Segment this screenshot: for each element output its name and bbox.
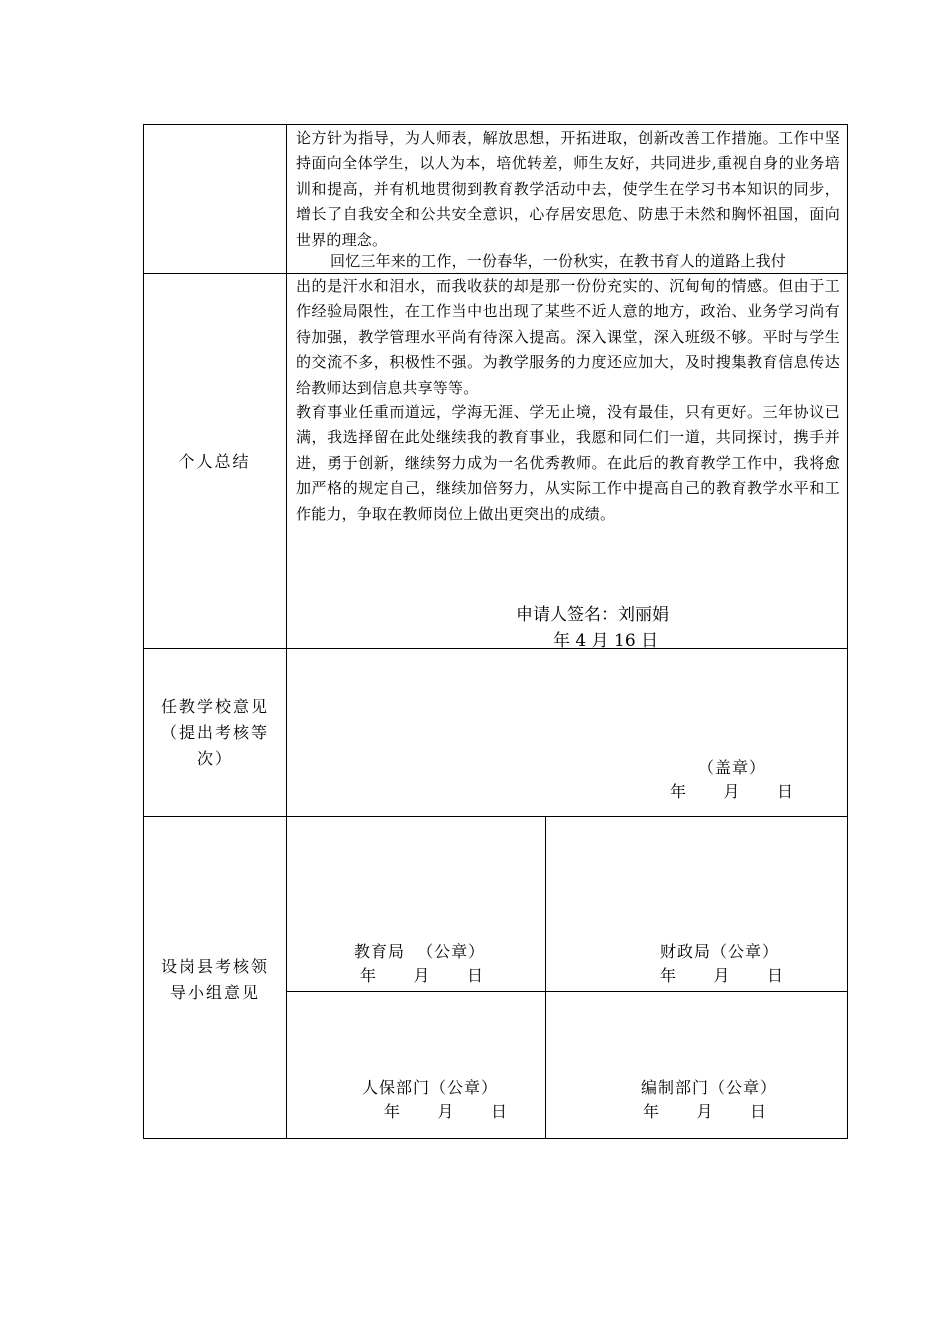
summary-date: 年 4 月 16 日 [553, 631, 659, 651]
row-divider-2 [143, 648, 848, 649]
summary-paragraph-2: 教育事业任重而道远，学海无涯、学无止境，没有最佳，只有更好。三年协议已满，我选择留在此处继续我的教育事业，我愿和同仁们一道，共同探讨，携手并进，勇于创新，继续努力成为一名优秀教师。在此后的教育教学工作中，我将愈加严格的规定自己，继续加倍努力，从实际工作中提高自己的教育教学水平和工作能力，争取在教师岗位上做出更突出的成绩。 [296, 403, 840, 523]
school-opinion-label: 任教学校意见（提出考核等次） [160, 697, 269, 768]
finance-bureau-seal: 财政局（公章） [660, 942, 780, 961]
hr-department-seal: 人保部门（公章） [362, 1078, 499, 1097]
top-paragraph-1: 论方针为指导，为人师表，解放思想，开拓进取，创新改善工作措施。工作中坚持面向全体学生，以人为本，培优转差，师生友好，共同进步,重视自身的业务培训和提高，并有机地贯彻到教育教学活动中去，使学生在学习书本知识的同步，增长了自我安全和公共安全意识，心存居安思危、防患于未然和胸怀祖国，面向世界的理念。 [296, 129, 840, 249]
hr-department-date: 年 月 日 [384, 1102, 509, 1121]
school-seal: （盖章） [698, 758, 767, 777]
education-bureau-date: 年 月 日 [360, 966, 485, 985]
label-column-divider [286, 124, 287, 1139]
staffing-department-date: 年 月 日 [643, 1102, 768, 1121]
applicant-signature: 申请人签名：刘丽娟 [516, 605, 669, 625]
row-divider-3 [143, 816, 848, 817]
county-grid-vertical [545, 816, 546, 1139]
staffing-department-seal: 编制部门（公章） [641, 1078, 778, 1097]
education-bureau-seal: 教育局 （公章） [354, 942, 486, 961]
summary-paragraph-1: 出的是汗水和泪水，而我收获的却是那一份份充实的、沉甸甸的情感。但由于工作经验局限性，在工作当中也出现了某些不近人意的地方，政治、业务学习尚有待加强，教学管理水平尚有待深入提高。深入课堂，深入班级不够。平时与学生的交流不多，积极性不强。为教学服务的力度还应加大，及时搜集教育信息传达给教师达到信息共享等等。 [296, 277, 840, 397]
county-grid-horizontal [286, 991, 848, 992]
finance-bureau-date: 年 月 日 [660, 966, 785, 985]
school-date: 年 月 日 [670, 782, 795, 801]
top-paragraph-2: 回忆三年来的工作，一份春华，一份秋实，在教书育人的道路上我付 [330, 252, 787, 270]
personal-summary-label: 个人总结 [178, 452, 251, 471]
county-opinion-label: 设岗县考核领导小组意见 [160, 957, 269, 1002]
